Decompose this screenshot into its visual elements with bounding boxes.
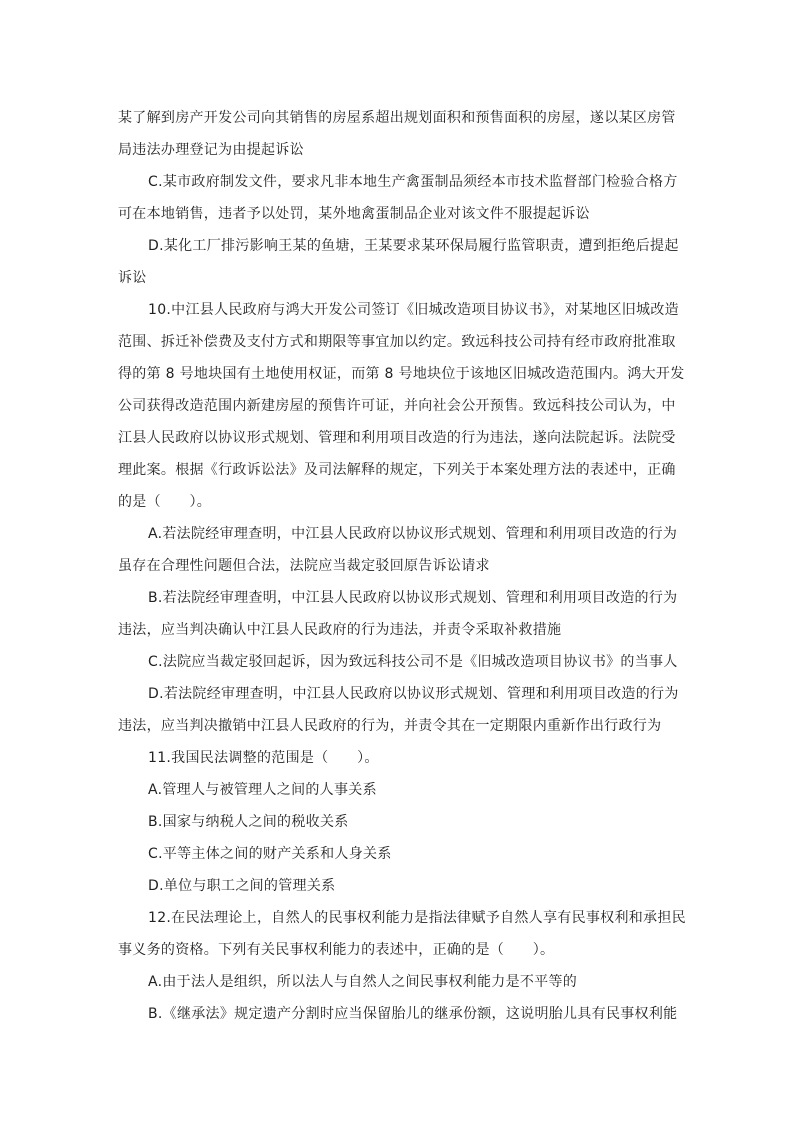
paragraph: [118, 966, 688, 998]
text-line: D.若法院经审理查明，中江县人民政府以协议形式规划、管理和利用项目改造的行为: [148, 686, 679, 702]
text-line: A.由于法人是组织，所以法人与自然人之间民事权利能力是不平等的: [148, 974, 578, 990]
paragraph: [118, 870, 688, 902]
paragraph: [118, 294, 688, 518]
document-page: [118, 102, 688, 1030]
paragraph: [118, 646, 688, 678]
text-line: D.某化工厂排污影响王某的鱼塘，王某要求某环保局履行监管职责，遭到拒绝后提起: [148, 238, 679, 254]
text-line: 得的第 8 号地块国有土地使用权证，而第 8 号地块位于该地区旧城改造范围内。鸿大开发: [118, 366, 685, 382]
text-line: 理此案。根据《行政诉讼法》及司法解释的规定，下列关于本案处理方法的表述中，正确: [118, 462, 676, 478]
text-line: B.若法院经审理查明，中江县人民政府以协议形式规划、管理和利用项目改造的行为: [148, 590, 678, 606]
text-line: C.平等主体之间的财产关系和人身关系: [148, 846, 392, 862]
paragraph: [118, 230, 688, 294]
paragraph: [118, 838, 688, 870]
text-line: A.若法院经审理查明，中江县人民政府以协议形式规划、管理和利用项目改造的行为: [148, 526, 678, 542]
text-line: C.某市政府制发文件，要求凡非本地生产禽蛋制品须经本市技术监督部门检验合格方: [148, 174, 678, 190]
text-line: 某了解到房产开发公司向其销售的房屋系超出规划面积和预售面积的房屋，遂以某区房管: [118, 110, 676, 126]
paragraph: [118, 518, 688, 582]
text-line: A.管理人与被管理人之间的人事关系: [148, 782, 377, 798]
paragraph: [118, 582, 688, 646]
text-line: 12.在民法理论上，自然人的民事权利能力是指法律赋予自然人享有民事权利和承担民: [148, 910, 686, 926]
paragraph: [118, 998, 688, 1030]
paragraph: [118, 774, 688, 806]
text-line: 虽存在合理性问题但合法，法院应当裁定驳回原告诉讼请求: [118, 558, 490, 574]
paragraph: [118, 678, 688, 742]
text-line: 违法，应当判决撤销中江县人民政府的行为，并责令其在一定期限内重新作出行政行为: [118, 718, 662, 734]
paragraph: [118, 166, 688, 230]
text-line: B.国家与纳税人之间的税收关系: [148, 814, 349, 830]
text-line: 事义务的资格。下列有关民事权利能力的表述中，正确的是（ ）。: [118, 942, 555, 958]
text-line: 诉讼: [118, 270, 147, 286]
text-line: 局违法办理登记为由提起诉讼: [118, 142, 304, 158]
text-line: 可在本地销售，违者予以处罚，某外地禽蛋制品企业对该文件不服提起诉讼: [118, 206, 590, 222]
text-line: 江县人民政府以协议形式规划、管理和利用项目改造的行为违法，遂向法院起诉。法院受: [118, 430, 676, 446]
text-line: C.法院应当裁定驳回起诉，因为致远科技公司不是《旧城改造项目协议书》的当事人: [148, 654, 678, 670]
paragraph: [118, 806, 688, 838]
text-line: 的是（ ）。: [118, 494, 212, 510]
text-line: 11.我国民法调整的范围是（ ）。: [148, 750, 379, 766]
text-line: D.单位与职工之间的管理关系: [148, 878, 336, 894]
text-line: B.《继承法》规定遗产分割时应当保留胎儿的继承份额，这说明胎儿具有民事权利能: [148, 1006, 678, 1022]
paragraph: [118, 742, 688, 774]
text-line: 公司获得改造范围内新建房屋的预售许可证，并向社会公开预售。致远科技公司认为，中: [118, 398, 676, 414]
text-line: 违法，应当判决确认中江县人民政府的行为违法，并责令采取补救措施: [118, 622, 562, 638]
text-line: 10.中江县人民政府与鸿大开发公司签订《旧城改造项目协议书》，对某地区旧城改造: [148, 302, 679, 318]
paragraph: [118, 902, 688, 966]
paragraph: [118, 102, 688, 166]
text-line: 范围、拆迁补偿费及支付方式和期限等事宜加以约定。致远科技公司持有经市政府批准取: [118, 334, 676, 350]
